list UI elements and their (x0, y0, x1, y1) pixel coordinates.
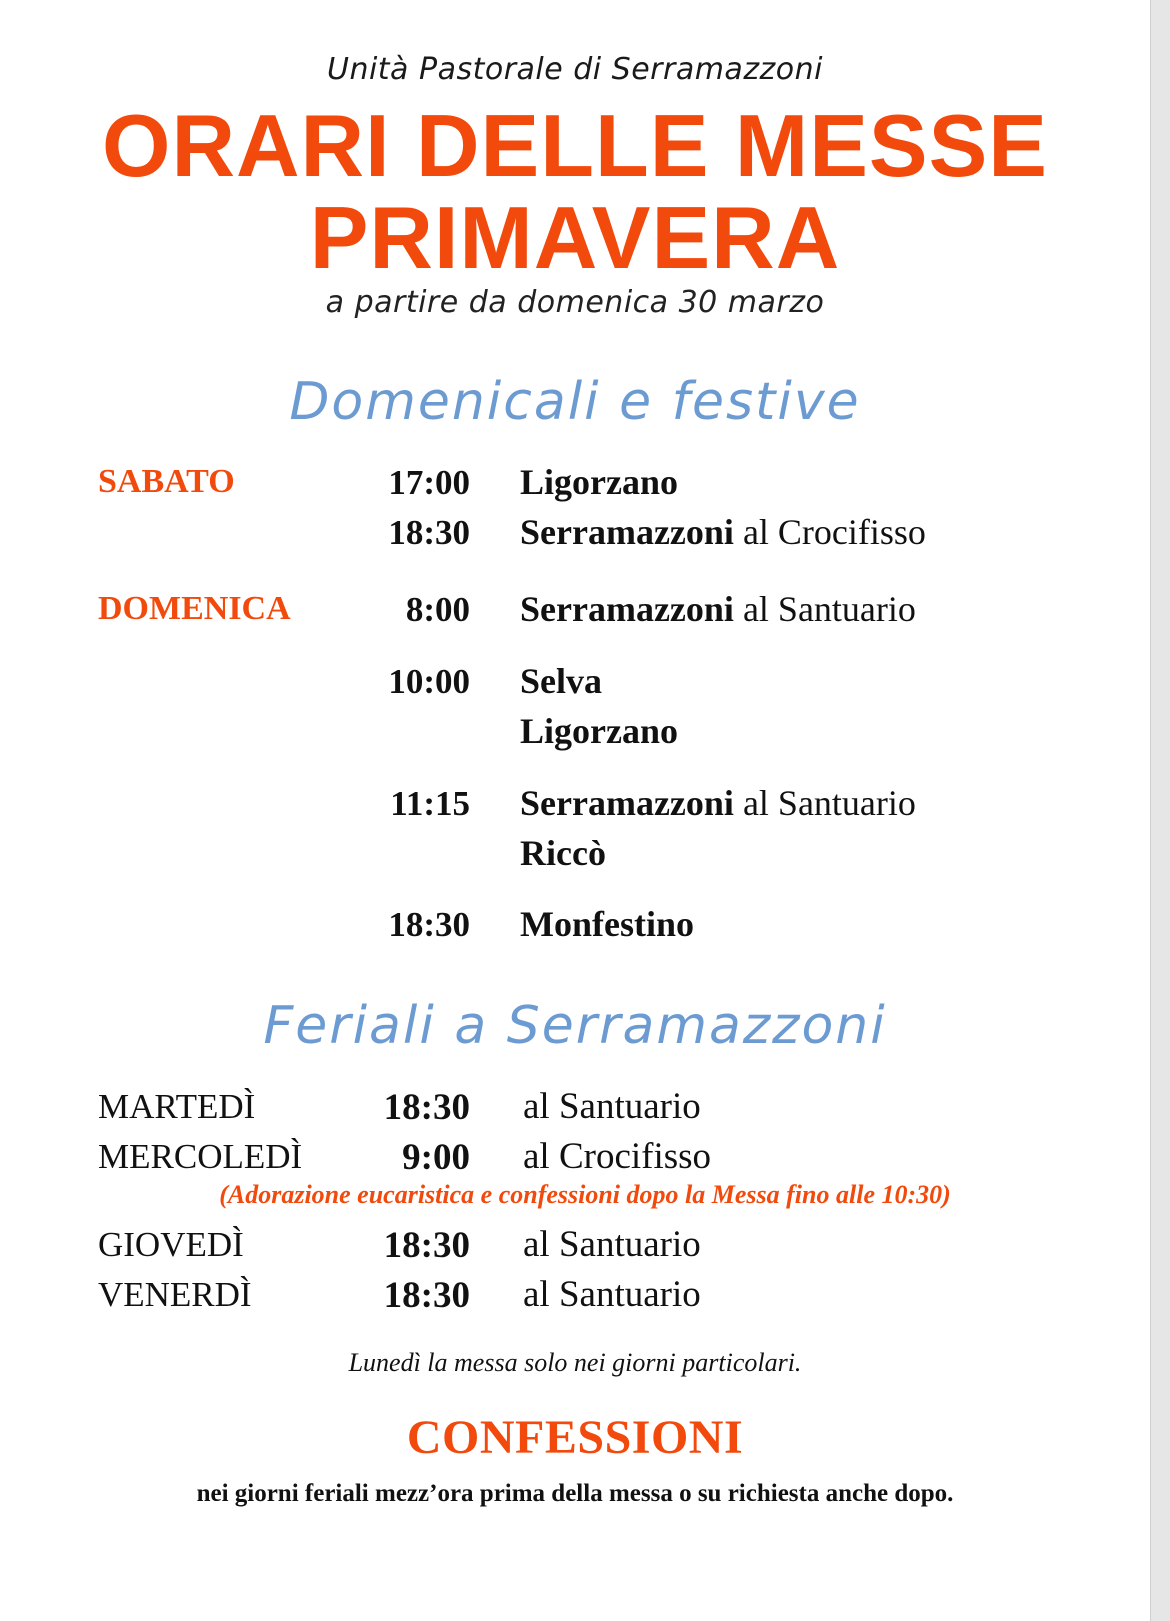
page-title: ORARI DELLE MESSE (102, 96, 1048, 195)
weekday-day: VENERDÌ (98, 1275, 252, 1314)
monday-note: Lunedì la messa solo nei giorni particolari. (348, 1348, 802, 1377)
day-label-saturday: SABATO (98, 463, 235, 500)
mass-time: 8:00 (405, 590, 470, 629)
weekday-day: GIOVEDÌ (98, 1225, 244, 1264)
start-date-subtitle: a partire da domenica 30 marzo (325, 285, 825, 320)
festive-heading: Domenicali e festive (289, 372, 861, 432)
mass-place: Serramazzoni al Santuario (520, 783, 916, 823)
mass-place: Serramazzoni al Crocifisso (520, 512, 926, 552)
weekday-place: al Santuario (523, 1224, 701, 1265)
mass-place: Selva (520, 661, 603, 701)
mass-time: 18:30 (388, 513, 470, 552)
weekday-day: MERCOLEDÌ (98, 1137, 303, 1176)
weekday-time: 9:00 (402, 1137, 470, 1178)
mass-place: Serramazzoni al Santuario (520, 589, 916, 629)
mass-time: 11:15 (390, 784, 470, 823)
mass-place: Riccò (520, 833, 606, 873)
weekday-place: al Santuario (523, 1274, 701, 1315)
season-title: PRIMAVERA (309, 188, 841, 287)
confessions-title: CONFESSIONI (406, 1411, 744, 1464)
mass-place: Ligorzano (520, 711, 678, 751)
mass-place: Ligorzano (520, 462, 678, 502)
mass-time: 17:00 (388, 463, 470, 502)
weekday-day: MARTEDÌ (98, 1087, 256, 1126)
day-label-sunday: DOMENICA (98, 590, 291, 627)
confessions-text: nei giorni feriali mezz’ora prima della messa o su richiesta anche dopo. (196, 1480, 954, 1507)
weekday-time: 18:30 (383, 1225, 470, 1266)
adoration-note: (Adorazione eucaristica e confessioni dopo la Messa fino alle 10:30) (219, 1180, 951, 1209)
organization-name: Unità Pastorale di Serramazzoni (326, 52, 824, 87)
mass-place: Monfestino (520, 904, 694, 944)
weekday-time: 18:30 (383, 1087, 470, 1128)
mass-time: 18:30 (388, 905, 470, 944)
weekday-place: al Crocifisso (523, 1136, 712, 1177)
weekday-place: al Santuario (523, 1086, 701, 1127)
weekday-heading: Feriali a Serramazzoni (263, 996, 887, 1056)
weekday-time: 18:30 (383, 1275, 470, 1316)
mass-time: 10:00 (388, 662, 470, 701)
